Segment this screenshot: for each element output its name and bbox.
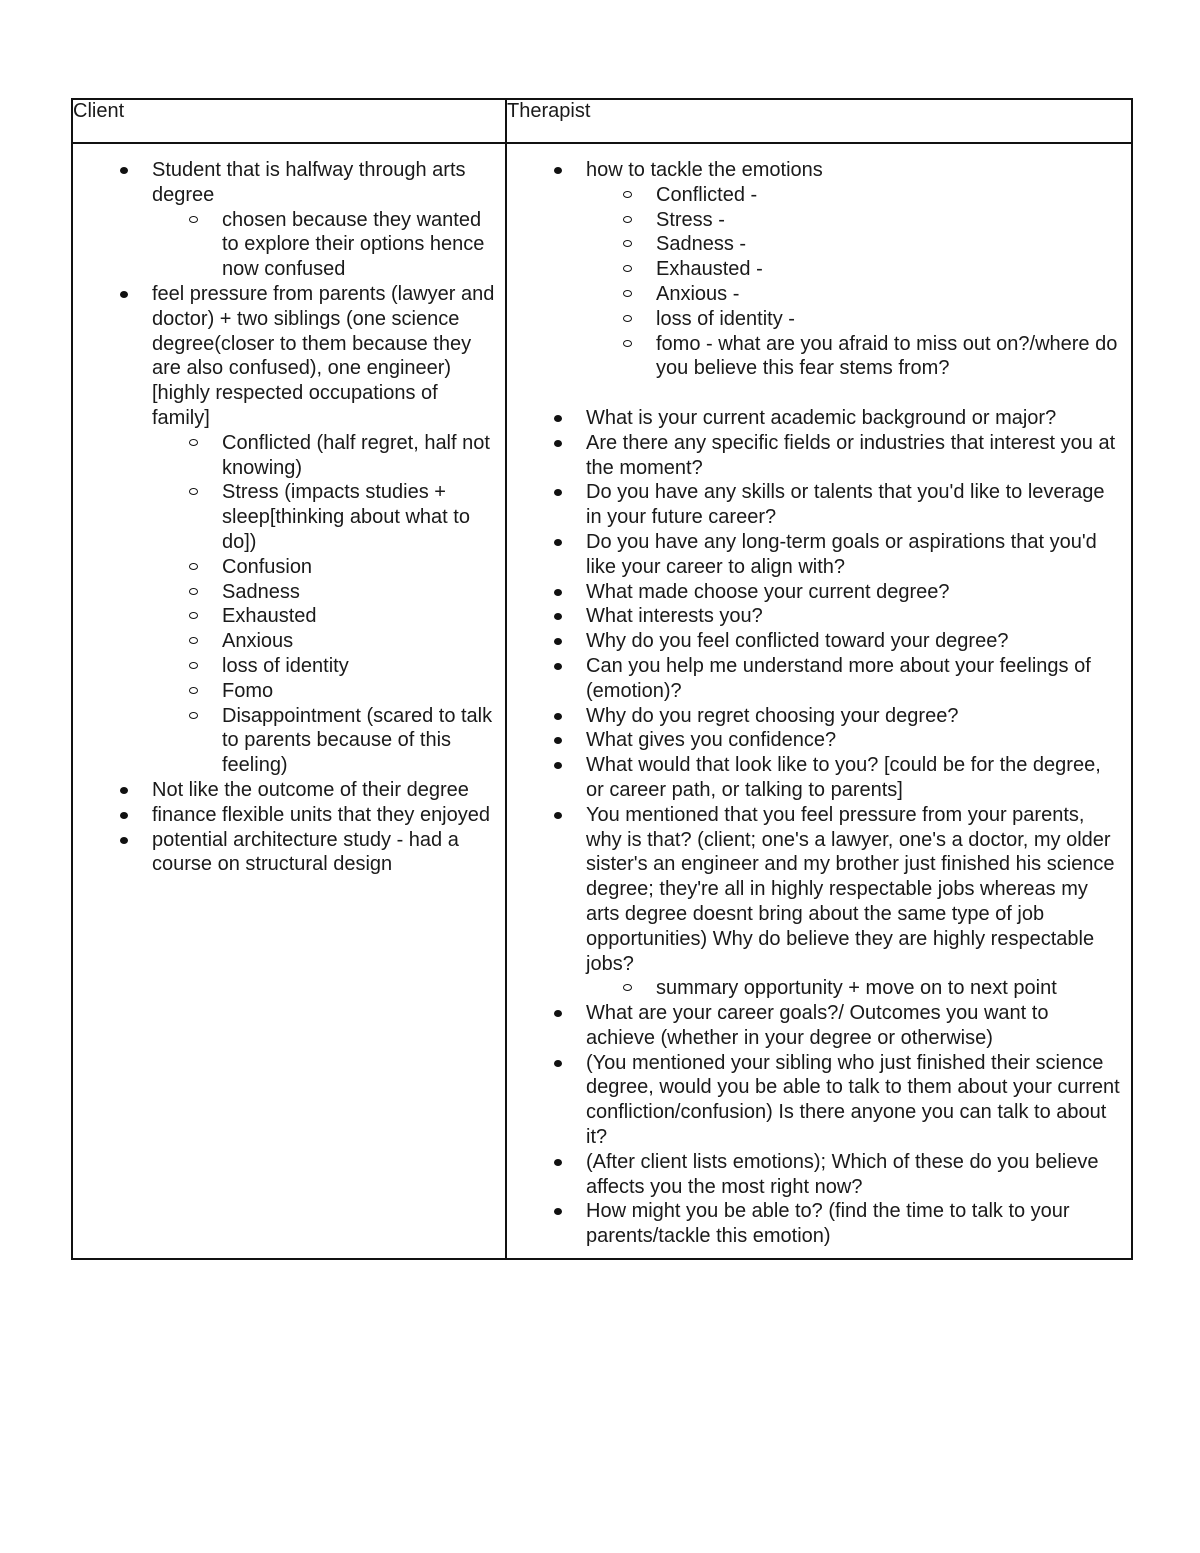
header-row xyxy=(72,99,1132,143)
client-cell xyxy=(72,143,506,1259)
bullet-icon xyxy=(554,613,562,620)
sub-list-item-text: Conflicted (half regret, half not knowing) xyxy=(222,431,490,479)
bullet-icon xyxy=(554,812,562,819)
body-row xyxy=(72,143,1132,1259)
sub-list-item xyxy=(586,208,1121,233)
therapist-list xyxy=(507,158,1121,1249)
hollow-bullet-icon xyxy=(623,216,632,223)
hollow-bullet-icon xyxy=(623,340,632,347)
list-item-text: feel pressure from parents (lawyer and doctor) + two siblings (one science degree(closer to them because they are also confused), one engineer) [highly respected occupations of family] xyxy=(152,282,495,429)
bullet-icon xyxy=(554,1159,562,1166)
sub-list-item-text: Anxious xyxy=(222,630,294,653)
sub-list-item-text: Disappointment (scared to talk to parents because of this feeling) xyxy=(222,704,493,777)
bullet-icon xyxy=(554,1060,562,1067)
list-item xyxy=(507,431,1121,481)
list-item xyxy=(507,406,1121,431)
list-item-text: What is your current academic background or major? xyxy=(586,406,1057,429)
sub-list-item xyxy=(586,976,1121,1001)
hollow-bullet-icon xyxy=(189,637,198,644)
bullet-icon xyxy=(554,167,562,174)
sub-list-item-text: Stress (impacts studies + sleep[thinking about what to do]) xyxy=(222,481,470,553)
sub-list-item-text: summary opportunity + move on to next point xyxy=(656,977,1057,1000)
list-item-text: What interests you? xyxy=(586,605,763,628)
sub-list-item xyxy=(152,431,495,481)
list-item-text: how to tackle the emotions xyxy=(586,159,823,181)
sub-list xyxy=(507,976,1121,1001)
list-item-text: Student that is halfway through arts degree xyxy=(152,159,466,206)
list-item-text: (After client lists emotions); Which of these do you believe affects you the most right now? xyxy=(586,1150,1099,1198)
sub-list-item xyxy=(152,555,495,580)
bullet-icon xyxy=(120,291,128,298)
list-item xyxy=(507,654,1121,704)
sub-list-item xyxy=(586,257,1121,282)
hollow-bullet-icon xyxy=(189,712,198,719)
list-item xyxy=(507,803,1121,1001)
bullet-icon xyxy=(554,1010,562,1017)
sub-list-item-text: Anxious - xyxy=(656,282,740,305)
sub-list xyxy=(507,183,1121,381)
sub-list-item xyxy=(152,580,495,605)
sub-list-item xyxy=(152,208,495,282)
hollow-bullet-icon xyxy=(623,240,632,247)
sub-list xyxy=(73,431,495,778)
bullet-icon xyxy=(554,762,562,769)
bullet-icon xyxy=(554,440,562,447)
sub-list-item-text: Sadness - xyxy=(656,233,747,256)
sub-list-item-text: Confusion xyxy=(222,555,313,578)
bullet-icon xyxy=(554,589,562,596)
list-item xyxy=(507,1150,1121,1200)
sub-list-item-text: Fomo xyxy=(222,679,274,702)
sub-list-item-text: Stress - xyxy=(656,208,725,231)
bullet-icon xyxy=(554,539,562,546)
sub-list-item-text: fomo - what are you afraid to miss out on?/where do you believe this fear stems from? xyxy=(656,332,1118,380)
bullet-icon xyxy=(120,812,128,819)
hollow-bullet-icon xyxy=(189,662,198,669)
hollow-bullet-icon xyxy=(189,563,198,570)
list-item-text: You mentioned that you feel pressure from your parents, why is that? (client; one's a lawyer, one's a doctor, my older sister's an engineer and my brother just finished his science degree; they're all in highly respectable jobs whereas my arts degree doesnt bring about the same type of job opportunities) Why do believe they are highly respectable jobs? xyxy=(586,803,1115,975)
hollow-bullet-icon xyxy=(189,439,198,446)
list-item xyxy=(507,1051,1121,1150)
sub-list-item xyxy=(586,332,1121,382)
hollow-bullet-icon xyxy=(623,265,632,272)
hollow-bullet-icon xyxy=(189,687,198,694)
bullet-icon xyxy=(554,713,562,720)
sub-list-item-text: Exhausted xyxy=(222,605,317,628)
bullet-icon xyxy=(554,489,562,496)
hollow-bullet-icon xyxy=(623,315,632,322)
list-item-text: potential architecture study - had a course on structural design xyxy=(152,828,459,876)
list-item xyxy=(73,158,495,282)
sub-list-item-text: loss of identity - xyxy=(656,307,795,330)
sub-list-item xyxy=(586,282,1121,307)
bullet-icon xyxy=(120,837,128,844)
sub-list-item xyxy=(152,704,495,778)
list-item xyxy=(507,158,1121,381)
list-item xyxy=(507,530,1121,580)
bullet-icon xyxy=(554,663,562,670)
spacer xyxy=(507,381,1121,406)
list-item-text: Do you have any skills or talents that you'd like to leverage in your future career? xyxy=(586,481,1105,529)
bullet-icon xyxy=(554,638,562,645)
hollow-bullet-icon xyxy=(623,191,632,198)
list-item xyxy=(507,753,1121,803)
list-item xyxy=(507,604,1121,629)
list-item-text: What gives you confidence? xyxy=(586,729,837,752)
hollow-bullet-icon xyxy=(189,612,198,619)
list-item xyxy=(507,728,1121,753)
sub-list-item xyxy=(586,183,1121,208)
list-item xyxy=(73,778,495,803)
list-item-text: Are there any specific fields or industries that interest you at the moment? xyxy=(586,431,1116,479)
client-therapist-table xyxy=(71,98,1133,1260)
list-item-text: (You mentioned your sibling who just finished their science degree, would you be able to talk to them about your current confliction/confusion) Is there anyone you can talk to about it? xyxy=(586,1051,1120,1149)
list-item-text: Can you help me understand more about your feelings of (emotion)? xyxy=(586,654,1091,702)
sub-list-item xyxy=(152,679,495,704)
sub-list-item-text: Sadness xyxy=(222,580,300,603)
hollow-bullet-icon xyxy=(189,488,198,495)
list-item xyxy=(507,629,1121,654)
hollow-bullet-icon xyxy=(189,216,198,223)
hollow-bullet-icon xyxy=(623,290,632,297)
therapist-header: Therapist xyxy=(506,99,1132,143)
sub-list-item-text: Exhausted - xyxy=(656,258,763,281)
sub-list-item xyxy=(152,629,495,654)
list-item xyxy=(507,480,1121,530)
sub-list-item-text: loss of identity xyxy=(222,654,349,677)
bullet-icon xyxy=(120,787,128,794)
list-item-text: What would that look like to you? [could be for the degree, or career path, or talking to parents] xyxy=(586,754,1101,801)
list-item-text: Do you have any long-term goals or aspirations that you'd like your career to align with? xyxy=(586,530,1097,578)
list-item-text: Why do you feel conflicted toward your degree? xyxy=(586,630,1009,653)
sub-list-item xyxy=(586,232,1121,257)
sub-list-item xyxy=(152,654,495,679)
list-item-text: Why do you regret choosing your degree? xyxy=(586,704,959,727)
list-item xyxy=(507,1199,1121,1249)
list-item-text: What made choose your current degree? xyxy=(586,580,950,603)
bullet-icon xyxy=(554,1208,562,1215)
list-item xyxy=(507,1001,1121,1051)
sub-list-item xyxy=(152,604,495,629)
list-item xyxy=(507,704,1121,729)
sub-list-item xyxy=(152,480,495,554)
list-item xyxy=(507,580,1121,605)
list-item-text: How might you be able to? (find the time to talk to your parents/tackle this emotion) xyxy=(586,1200,1070,1248)
sub-list-item xyxy=(586,307,1121,332)
list-item-text: Not like the outcome of their degree xyxy=(152,778,469,801)
therapist-cell xyxy=(506,143,1132,1259)
list-item xyxy=(73,282,495,778)
hollow-bullet-icon xyxy=(623,984,632,991)
list-item-text: finance flexible units that they enjoyed xyxy=(152,803,490,826)
sub-list-item-text: Conflicted - xyxy=(656,183,758,206)
hollow-bullet-icon xyxy=(189,588,198,595)
bullet-icon xyxy=(120,167,128,174)
bullet-icon xyxy=(554,737,562,744)
list-item-text: What are your career goals?/ Outcomes you want to achieve (whether in your degree or otherwise) xyxy=(586,1002,1049,1049)
sub-list xyxy=(73,208,495,282)
sub-list-item-text: chosen because they wanted to explore their options hence now confused xyxy=(222,208,485,281)
list-item xyxy=(73,828,495,878)
bullet-icon xyxy=(554,415,562,422)
list-item xyxy=(73,803,495,828)
client-list xyxy=(73,158,495,877)
client-header: Client xyxy=(72,99,506,143)
